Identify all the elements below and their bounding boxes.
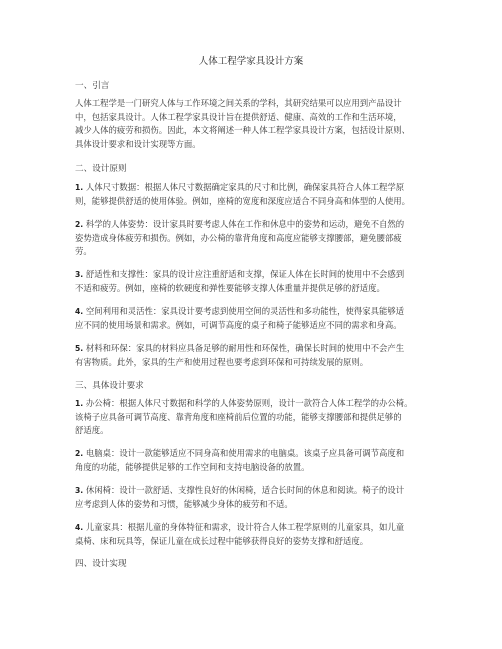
principle-item-1 xyxy=(75,181,435,208)
paragraph-line: 具体设计要求和设计实现等方面。 xyxy=(75,138,201,149)
item-text: 人体尺寸数据：根据人体尺寸数据确定家具的尺寸和比例，确保家具符合人体工程学原 xyxy=(85,182,405,192)
principle-item-2 xyxy=(75,218,435,259)
requirement-item-3 xyxy=(75,484,435,511)
paragraph-line: 应考虑到人体的姿势和习惯，能够减少身体的疲劳和不适。 xyxy=(75,498,293,509)
paragraph-line xyxy=(75,342,435,356)
item-number: 3. xyxy=(75,486,84,495)
item-text: 科学的人体姿势：设计家具时要考虑人体在工作和休息中的姿势和运动，避免不自然的 xyxy=(85,219,405,229)
item-text: 儿童家具：根据儿童的身体特征和需求，设计符合人体工程学原则的儿童家具，如儿童 xyxy=(85,522,405,532)
item-number: 1. xyxy=(75,399,84,408)
principle-item-5 xyxy=(75,342,435,369)
paragraph-line xyxy=(75,305,435,319)
item-number: 4. xyxy=(75,523,84,532)
item-number: 3. xyxy=(75,270,84,279)
requirement-item-4 xyxy=(75,521,435,548)
document-title: 人体工程学家具设计方案 xyxy=(198,56,304,67)
item-number: 4. xyxy=(75,307,84,316)
paragraph-line: 应不同的使用场景和需求。例如，可调节高度的桌子和椅子能够适应不同的需求和身高。 xyxy=(75,319,402,330)
item-text: 材料和环保：家具的材料应具备足够的耐用性和环保性，确保长时间的使用中不会产生 xyxy=(85,343,405,353)
item-number: 2. xyxy=(75,220,84,229)
item-number: 1. xyxy=(75,183,84,192)
paragraph-line xyxy=(75,397,435,411)
paragraph-line: 则，能够提供舒适的使用体验。例如，座椅的宽度和深度应适合不同身高和体型的人使用。 xyxy=(75,195,410,206)
paragraph-line xyxy=(75,181,435,195)
item-text: 舒适性和支撑性：家具的设计应注重舒适和支撑，保证人体在长时间的使用中不会感到 xyxy=(85,269,405,279)
item-number: 2. xyxy=(75,449,84,458)
paragraph-line: 姿势造成身体疲劳和损伤。例如，办公椅的靠背角度和高度应能够支撑腰部，避免腰部疲 xyxy=(75,232,402,243)
principle-item-4 xyxy=(75,305,435,332)
requirement-item-2 xyxy=(75,447,435,474)
requirement-item-1 xyxy=(75,397,435,438)
section-heading-design-implementation: 四、设计实现 xyxy=(75,559,127,569)
paragraph-line: 该椅子应具备可调节高度、靠背角度和座椅前后位置的功能，能够支撑腰部和提供足够的 xyxy=(75,411,402,422)
paragraph-line: 角度的功能，能够提供足够的工作空间和支持电脑设备的放置。 xyxy=(75,461,310,472)
paragraph-line: 减少人体的疲劳和损伤。因此，本文将阐述一种人体工程学家具设计方案，包括设计原则、 xyxy=(75,125,410,136)
item-text: 电脑桌：设计一款能够适应不同身高和使用需求的电脑桌。该桌子应具备可调节高度和 xyxy=(85,448,405,458)
paragraph-line: 人体工程学是一门研究人体与工作环境之间关系的学科，其研究结果可以应用到产品设计 xyxy=(75,98,402,108)
section-heading-design-requirements: 三、具体设计要求 xyxy=(75,381,144,391)
paragraph-line xyxy=(75,447,435,461)
paragraph-line: 不适和疲劳。例如，座椅的软硬度和弹性要能够支撑人体重量并提供足够的舒适度。 xyxy=(75,282,385,293)
paragraph-line: 有害物质。此外，家具的生产和使用过程也要考虑到环保和可持续发展的原则。 xyxy=(75,356,369,367)
paragraph-line xyxy=(75,218,435,232)
paragraph-line xyxy=(75,521,435,535)
paragraph-line: 舒适度。 xyxy=(75,425,109,436)
paragraph-introduction xyxy=(75,97,435,151)
item-text: 空间利用和灵活性：家具设计要考虑到使用空间的灵活性和多功能性，使得家具能够适 xyxy=(85,306,405,316)
paragraph-line: 中，包括家具设计。人体工程学家具设计旨在提供舒适、健康、高效的工作和生活环境， xyxy=(75,111,402,122)
item-text: 休闲椅：设计一款舒适、支撑性良好的休闲椅，适合长时间的休息和阅读。椅子的设计 xyxy=(85,485,405,495)
principle-item-3 xyxy=(75,268,435,295)
section-heading-introduction: 一、引言 xyxy=(75,81,110,91)
section-heading-design-principles: 二、设计原则 xyxy=(75,164,127,174)
paragraph-line: 桌椅、床和玩具等，保证儿童在成长过程中能够获得良好的姿势支撑和舒适度。 xyxy=(75,535,369,546)
paragraph-line xyxy=(75,484,435,498)
paragraph-line xyxy=(75,268,435,282)
item-text: 办公椅：根据人体尺寸数据和科学的人体姿势原则，设计一款符合人体工程学的办公椅。 xyxy=(85,398,413,408)
paragraph-line: 劳。 xyxy=(75,246,92,257)
item-number: 5. xyxy=(75,344,84,353)
